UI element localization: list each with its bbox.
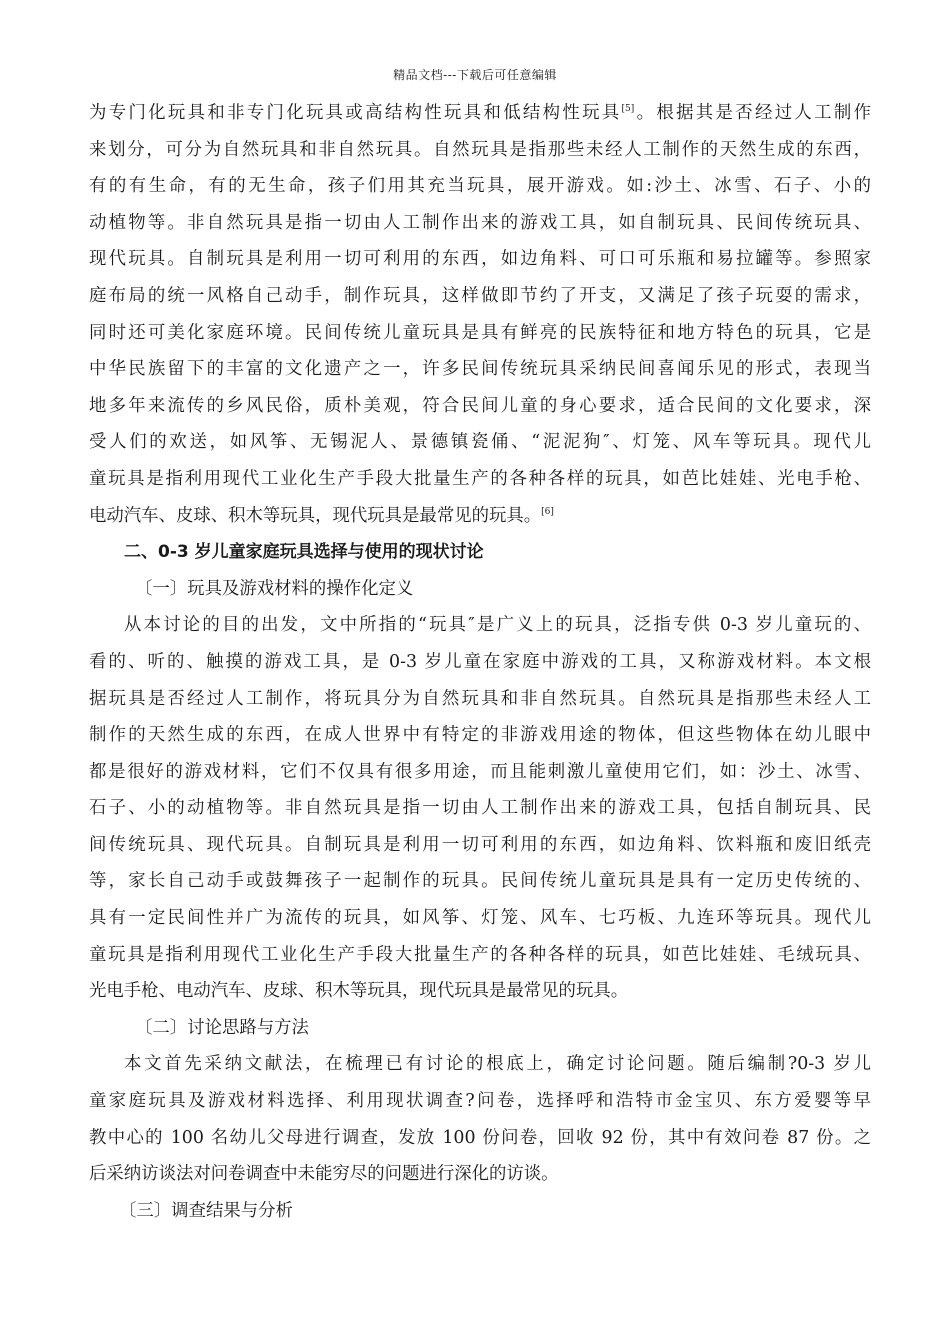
paragraph-line: 动植物等。非自然玩具是指一切由人工制作出来的游戏工具，如自制玩具、民间传统玩具、 bbox=[89, 212, 871, 233]
section-heading: 二、0-3 岁儿童家庭玩具选择与使用的现状讨论 bbox=[124, 542, 484, 563]
paragraph-line: 都是很好的游戏材料，它们不仅具有很多用途，而且能刺激儿童使用它们，如：沙土、冰雪、 bbox=[89, 761, 871, 782]
paragraph-line: 童玩具是指利用现代工业化生产手段大批量生产的各种各样的玩具，如芭比娃娃、毛绒玩具、 bbox=[89, 944, 871, 965]
subsection-heading: 〔三〕调查结果与分析 bbox=[119, 1200, 293, 1221]
citation-marker: [5] bbox=[621, 104, 635, 114]
paragraph-line: 有的有生命，有的无生命，孩子们用其充当玩具，展开游戏。如:沙土、冰雪、石子、小的 bbox=[89, 176, 871, 197]
citation-marker: [6] bbox=[541, 506, 554, 517]
paragraph-line: 间传统玩具、现代玩具。自制玩具是利用一切可利用的东西，如边角料、饮料瓶和废旧纸壳 bbox=[89, 834, 871, 855]
paragraph-line: 本文首先采纳文献法，在梳理已有讨论的根底上，确定讨论问题。随后编制?0-3 岁儿 bbox=[124, 1054, 871, 1075]
subsection-heading: 〔一〕玩具及游戏材料的操作化定义 bbox=[135, 578, 414, 599]
paragraph-line: 现代玩具。自制玩具是利用一切可利用的东西，如边角料、可口可乐瓶和易拉罐等。参照家 bbox=[89, 249, 871, 270]
paragraph-line: 中华民族留下的丰富的文化遗产之一，许多民间传统玩具采纳民间喜闻乐见的形式，表现当 bbox=[89, 359, 871, 380]
paragraph-line: 等，家长自己动手或鼓舞孩子一起制作的玩具。民间传统儿童玩具是具有一定历史传统的、 bbox=[89, 871, 871, 892]
paragraph-line bbox=[89, 95, 871, 132]
paragraph-line: 看的、听的、触摸的游戏工具，是 0-3 岁儿童在家庭中游戏的工具，又称游戏材料。本文根 bbox=[89, 651, 871, 672]
paragraph-line: 石子、小的动植物等。非自然玩具是指一切由人工制作出来的游戏工具，包括自制玩具、民 bbox=[89, 798, 871, 819]
text-segment: 。根据其是否经过人工制作 bbox=[634, 103, 871, 123]
text-segment: 为专门化玩具和非专门化玩具或高结构性玩具和低结构性玩具 bbox=[89, 103, 622, 123]
paragraph-line: 制作的天然生成的东西，在成人世界中有特定的非游戏用途的物体，但这些物体在幼儿眼中 bbox=[89, 725, 871, 746]
subsection-heading: 〔二〕讨论思路与方法 bbox=[135, 1017, 309, 1038]
paragraph-line: 后采纳访谈法对问卷调查中未能穷尽的问题进行深化的访谈。 bbox=[89, 1164, 559, 1185]
paragraph-line: 地多年来流传的乡风民俗，质朴美观，符合民间儿童的身心要求，适合民间的文化要求，深 bbox=[89, 395, 871, 416]
paragraph-line: 光电手枪、电动汽车、皮球、积木等玩具，现代玩具是最常见的玩具。 bbox=[89, 981, 629, 1002]
paragraph-line: 来划分，可分为自然玩具和非自然玩具。自然玩具是指那些未经人工制作的天然生成的东西， bbox=[89, 139, 871, 160]
paragraph-line: 同时还可美化家庭环境。民间传统儿童玩具是具有鲜亮的民族特征和地方特色的玩具，它是 bbox=[89, 322, 871, 343]
paragraph-line: 从本讨论的目的出发，文中所指的“玩具″是广义上的玩具，泛指专供 0-3 岁儿童玩的、 bbox=[124, 615, 871, 636]
paragraph-line: 据玩具是否经过人工制作，将玩具分为自然玩具和非自然玩具。自然玩具是指那些未经人工 bbox=[89, 688, 871, 709]
paragraph-line: 受人们的欢送，如风筝、无锡泥人、景德镇瓷俑、“泥泥狗″、灯笼、风车等玩具。现代儿 bbox=[89, 432, 871, 453]
text-segment: 电动汽车、皮球、积木等玩具，现代玩具是最常见的玩具。 bbox=[89, 505, 542, 526]
paragraph-line: 教中心的 100 名幼儿父母进行调查，发放 100 份问卷，回收 92 份，其中有效问卷 87 份。之 bbox=[89, 1127, 871, 1148]
page-header: 精品文档---下载后可任意编辑 bbox=[393, 68, 557, 82]
paragraph-line: 具有一定民间性并广为流传的玩具，如风筝、灯笼、风车、七巧板、九连环等玩具。现代儿 bbox=[89, 908, 871, 929]
paragraph-line bbox=[89, 498, 871, 535]
paragraph-line: 庭布局的统一风格自己动手，制作玩具，这样做即节约了开支，又满足了孩子玩耍的需求， bbox=[89, 285, 871, 306]
document-body bbox=[89, 95, 871, 1229]
paragraph-line: 童玩具是指利用现代工业化生产手段大批量生产的各种各样的玩具，如芭比娃娃、光电手枪、 bbox=[89, 468, 871, 489]
paragraph-line: 童家庭玩具及游戏材料选择、利用现状调查?问卷，选择呼和浩特市金宝贝、东方爱婴等早 bbox=[89, 1091, 871, 1112]
